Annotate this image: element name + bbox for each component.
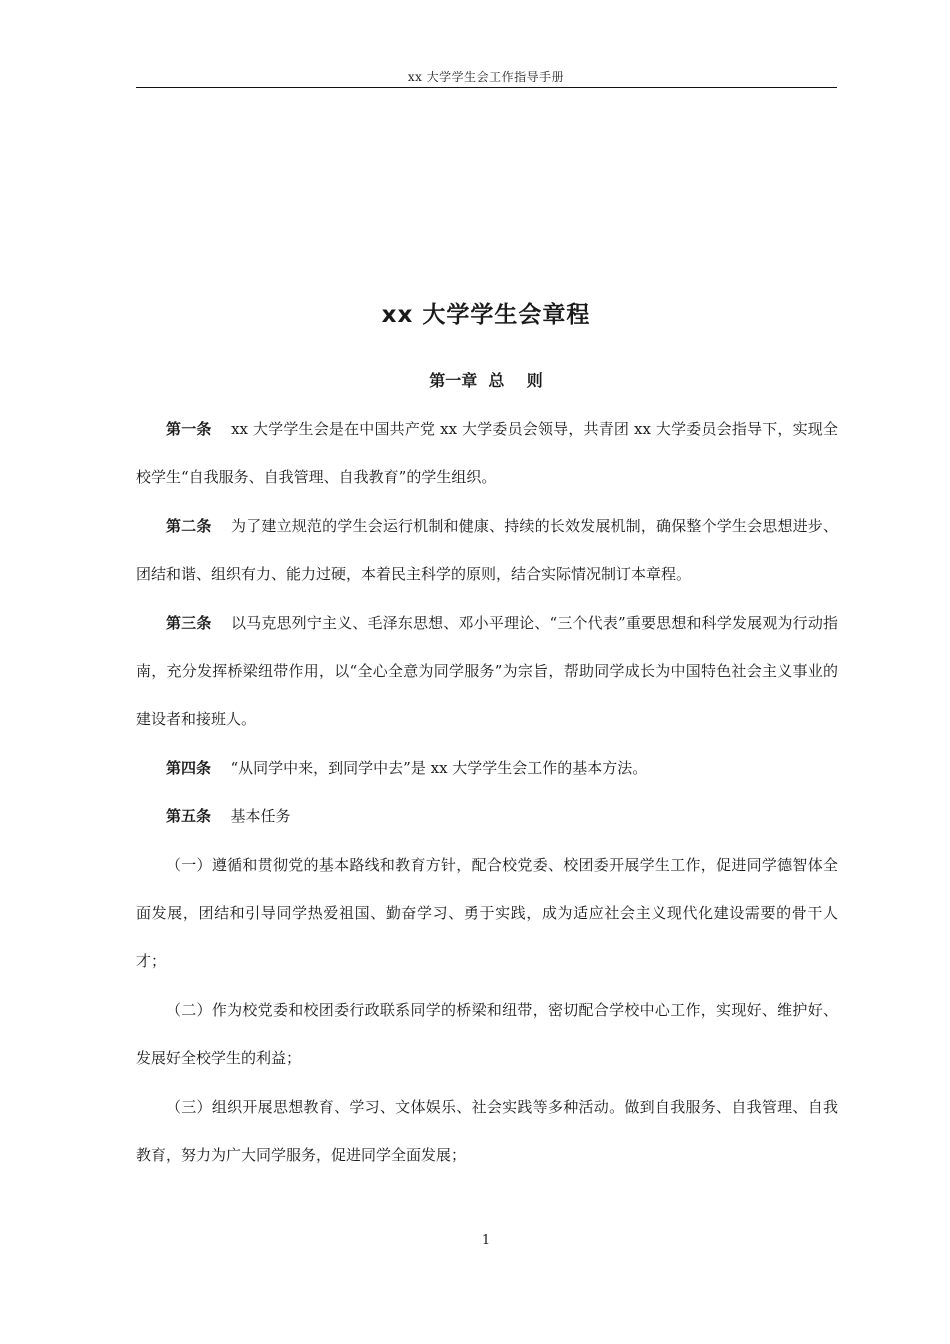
chapter-heading: 第一章 总 则 — [429, 371, 543, 390]
article-text: 基本任务 — [230, 807, 291, 826]
article-label: 第五条 — [166, 807, 212, 826]
article-label: 第三条 — [166, 613, 212, 632]
article-3 — [136, 599, 838, 744]
article-5 — [136, 792, 838, 840]
running-header: xx 大学学生会工作指导手册 — [407, 70, 565, 84]
document-body — [136, 405, 838, 1180]
task-item-2: （二）作为校党委和校团委行政联系同学的桥梁和纽带，密切配合学校中心工作，实现好、维护好、发展好全校学生的利益； — [136, 1000, 838, 1068]
task-item-3: （三）组织开展思想教育、学习、文体娱乐、社会实践等多种活动。做到自我服务、自我管理、自我教育，努力为广大同学服务，促进同学全面发展； — [136, 1097, 838, 1165]
article-text: “从同学中来，到同学中去”是 xx 大学学生会工作的基本方法。 — [230, 758, 648, 777]
article-text: 以马克思列宁主义、毛泽东思想、邓小平理论、“三个代表”重要思想和科学发展观为行动指南，充分发挥桥梁纽带作用，以“全心全意为同学服务”为宗旨，帮助同学成长为中国特色社会主义事业的建设者和接班人。 — [136, 613, 838, 729]
page-number: 1 — [481, 1233, 491, 1248]
task-item-1: （一）遵循和贯彻党的基本路线和教育方针，配合校党委、校团委开展学生工作，促进同学德智体全面发展，团结和引导同学热爱祖国、勤奋学习、勇于实践，成为适应社会主义现代化建设需要的骨干人才； — [136, 855, 838, 971]
document-title: xx 大学学生会章程 — [381, 302, 591, 328]
article-4 — [136, 744, 838, 792]
article-1 — [136, 405, 838, 502]
header-divider — [136, 87, 837, 88]
article-label: 第一条 — [166, 420, 212, 438]
article-text: xx 大学学生会是在中国共产党 xx 大学委员会领导，共青团 xx 大学委员会指导下，实现全校学生“自我服务、自我管理、自我教育”的学生组织。 — [136, 420, 838, 487]
article-text: 为了建立规范的学生会运行机制和健康、持续的长效发展机制，确保整个学生会思想进步、团结和谐、组织有力、能力过硬，本着民主科学的原则，结合实际情况制订本章程。 — [136, 516, 838, 584]
article-label: 第四条 — [166, 758, 212, 777]
article-2 — [136, 502, 838, 599]
article-label: 第二条 — [166, 516, 212, 535]
